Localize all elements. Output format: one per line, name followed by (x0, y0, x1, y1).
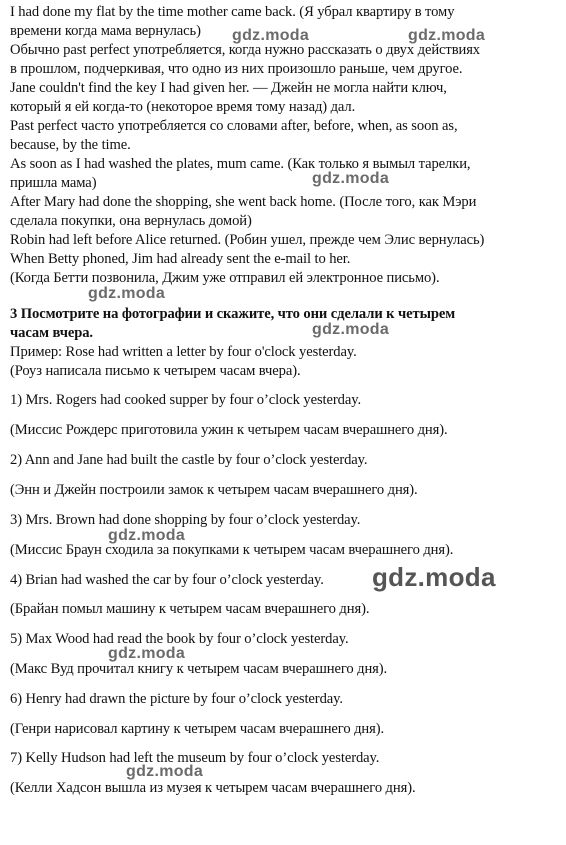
intro-line: When Betty phoned, Jim had already sent the e-mail to her. (10, 251, 351, 267)
answer-english: 6) Henry had drawn the picture by four o’clock yesterday. (10, 691, 343, 707)
task-heading: часам вчера. (10, 325, 93, 341)
intro-line: After Mary had done the shopping, she went back home. (После того, как Мэри (10, 194, 477, 210)
intro-line: Jane couldn't find the key I had given her. — Джейн не могла найти ключ, (10, 80, 447, 96)
watermark: gdz.moda (108, 527, 186, 544)
task-example: Пример: Rose had written a letter by four o'clock yesterday. (10, 344, 357, 360)
watermark: gdz.moda (372, 562, 496, 592)
task-example-translation: (Роуз написала письмо к четырем часам вчера). (10, 363, 301, 379)
intro-line: пришла мама) (10, 175, 97, 191)
intro-line: (Когда Бетти позвонила, Джим уже отправил ей электронное письмо). (10, 270, 440, 286)
watermark: gdz.moda (88, 285, 166, 302)
intro-line: времени когда мама вернулась) (10, 23, 201, 39)
watermark: gdz.moda (126, 763, 204, 780)
intro-line: I had done my flat by the time mother came back. (Я убрал квартиру в тому (10, 4, 455, 20)
answer-english: 3) Mrs. Brown had done shopping by four o’clock yesterday. (10, 512, 361, 528)
answer-english: 2) Ann and Jane had built the castle by four o’clock yesterday. (10, 452, 368, 468)
watermark: gdz.moda (312, 170, 390, 187)
intro-line: As soon as I had washed the plates, mum came. (Как только я вымыл тарелки, (10, 156, 471, 172)
intro-line: сделала покупки, она вернулась домой) (10, 213, 252, 229)
answer-russian: (Брайан помыл машину к четырем часам вчерашнего дня). (10, 601, 370, 617)
watermark: gdz.moda (408, 27, 486, 44)
answer-english: 7) Kelly Hudson had left the museum by four o’clock yesterday. (10, 750, 380, 766)
answer-russian: (Келли Хадсон вышла из музея к четырем часам вчерашнего дня). (10, 780, 416, 796)
intro-line: Robin had left before Alice returned. (Робин ушел, прежде чем Элис вернулась) (10, 232, 485, 248)
intro-line: в прошлом, подчеркивая, что одно из них произошло раньше, чем другое. (10, 61, 463, 77)
intro-line: Обычно past perfect употребляется, когда нужно рассказать о двух действиях (10, 42, 481, 58)
answer-english: 1) Mrs. Rogers had cooked supper by four o’clock yesterday. (10, 392, 362, 408)
intro-line: который я ей когда-то (некоторое время тому назад) дал. (10, 99, 356, 115)
task-heading: 3 Посмотрите на фотографии и скажите, что они сделали к четырем (10, 306, 456, 322)
watermark: gdz.moda (312, 321, 390, 338)
answer-russian: (Миссис Рождерс приготовила ужин к четырем часам вчерашнего дня). (10, 422, 448, 438)
answer-english: 4) Brian had washed the car by four o’clock yesterday. (10, 572, 324, 588)
watermark: gdz.moda (108, 645, 186, 662)
answer-russian: (Миссис Браун сходила за покупками к четырем часам вчерашнего дня). (10, 542, 454, 558)
intro-line: because, by the time. (10, 137, 131, 153)
answer-english: 5) Max Wood had read the book by four o’clock yesterday. (10, 631, 349, 647)
intro-line: Past perfect часто употребляется со словами after, before, when, as soon as, (10, 118, 458, 134)
answer-russian: (Энн и Джейн построили замок к четырем часам вчерашнего дня). (10, 482, 418, 498)
answer-russian: (Генри нарисовал картину к четырем часам вчерашнего дня). (10, 721, 385, 737)
answer-russian: (Макс Вуд прочитал книгу к четырем часам вчерашнего дня). (10, 661, 388, 677)
watermark: gdz.moda (232, 27, 310, 44)
